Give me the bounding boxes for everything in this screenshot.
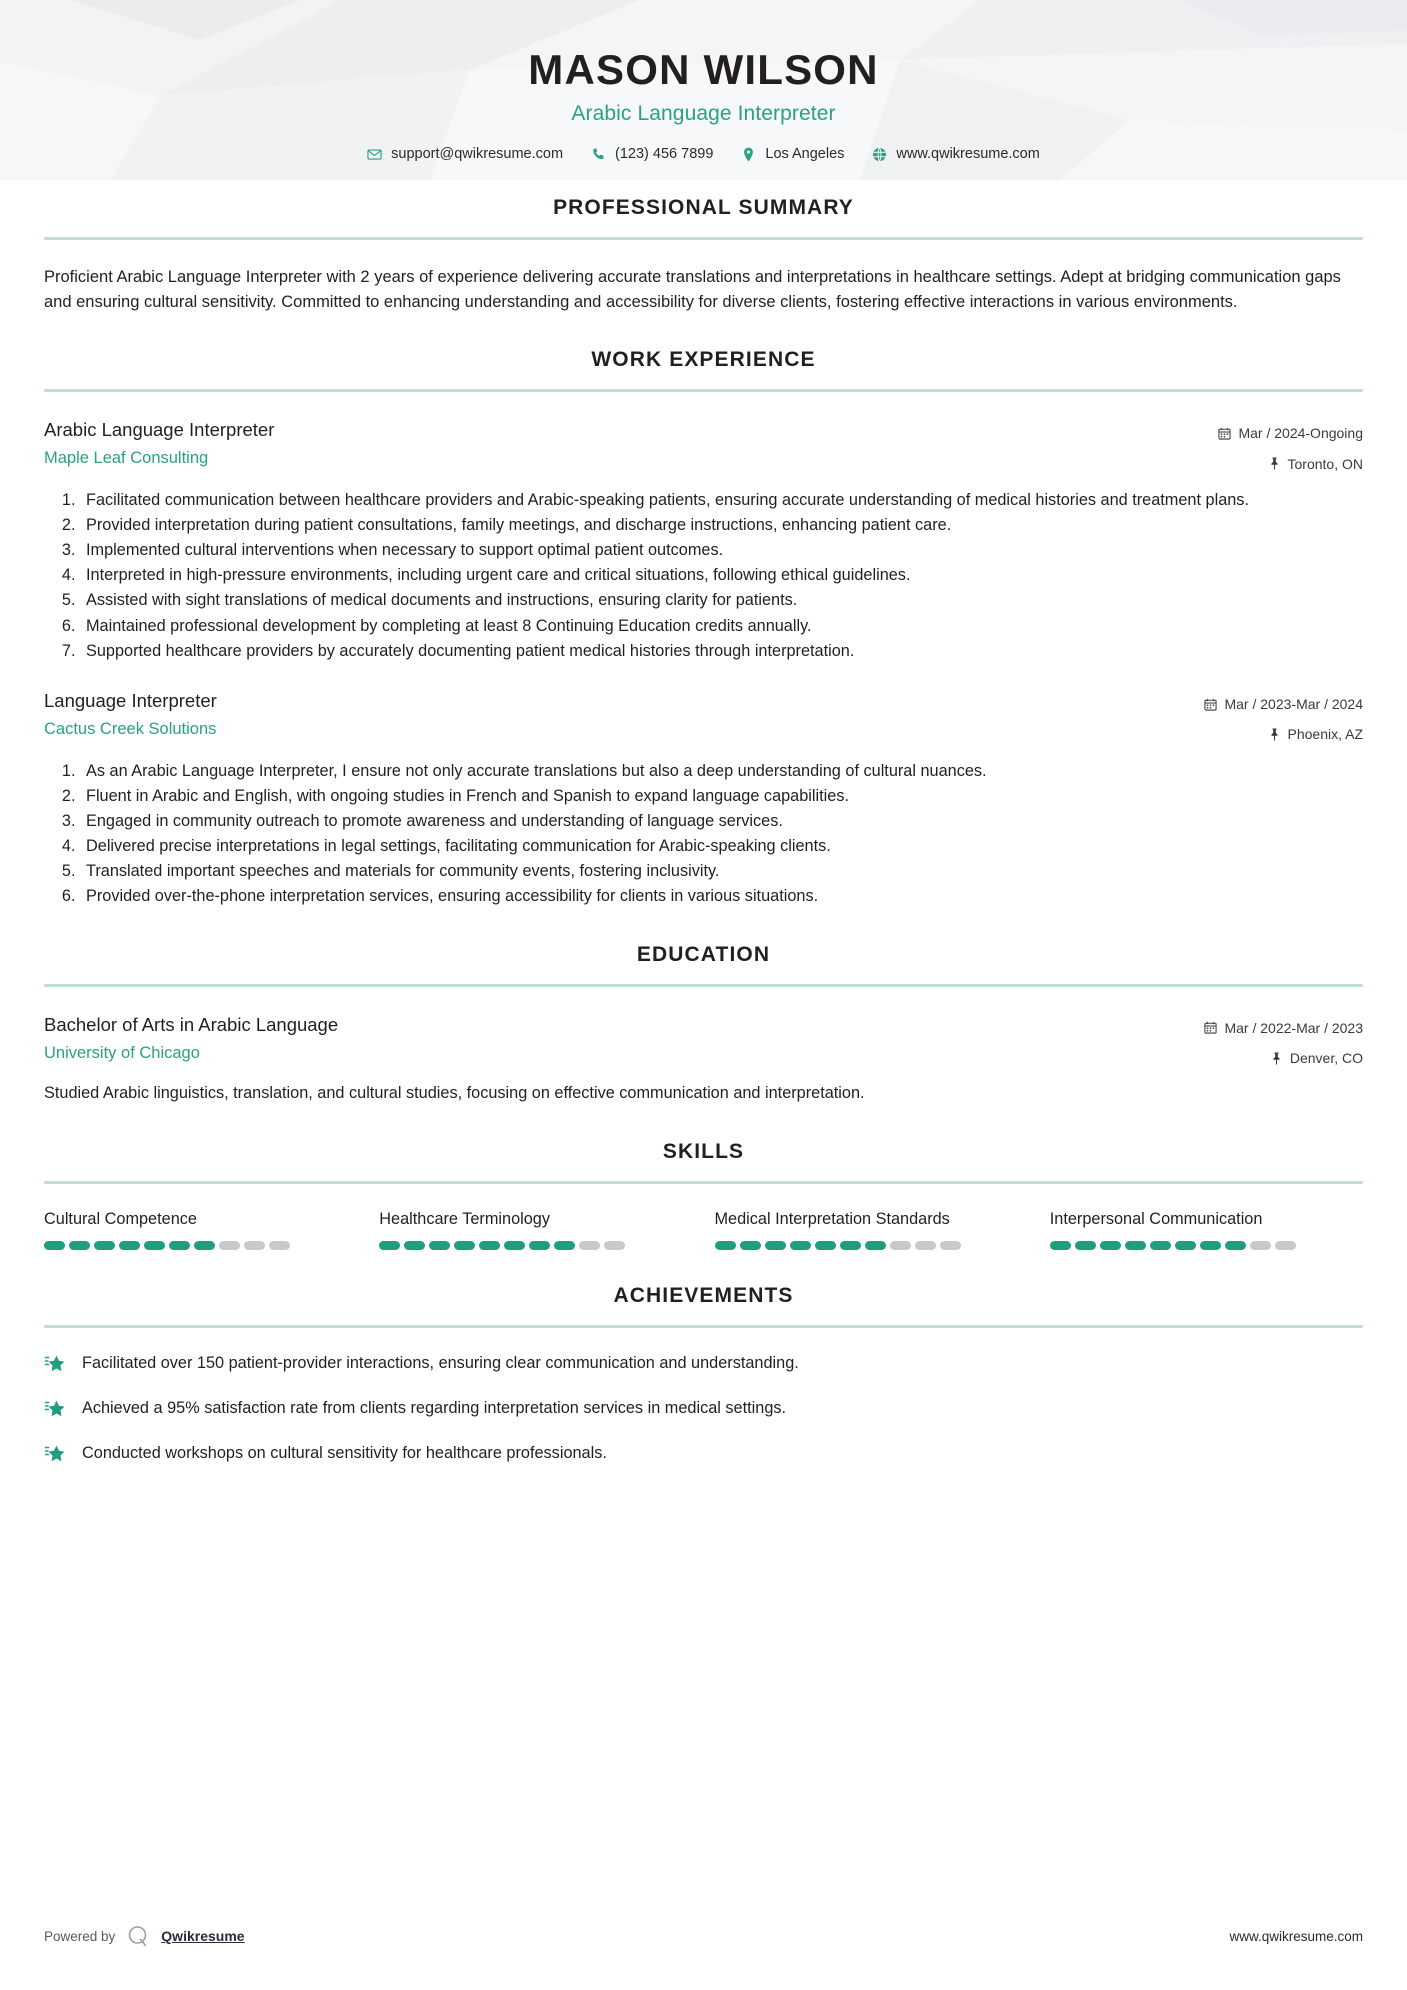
skill-label: Healthcare Terminology bbox=[379, 1209, 550, 1228]
skill-segment bbox=[579, 1241, 600, 1250]
contact-phone[interactable] bbox=[577, 146, 727, 162]
skill-segment bbox=[219, 1241, 240, 1250]
section-divider bbox=[44, 984, 1363, 987]
achievements-list bbox=[44, 1352, 1363, 1465]
summary-text: Proficient Arabic Language Interpreter with 2 years of experience delivering accurate translations and interpretations in healthcare settings. Adept at bridging communication gaps and ensuring cultural sensitivity. Committed to enhancing understanding and accessibility for diverse clients, fostering effective interactions in various environments. bbox=[44, 268, 1341, 311]
skill-item bbox=[715, 1208, 1028, 1250]
page-footer bbox=[44, 1924, 1363, 1948]
contact-location-text: Los Angeles bbox=[765, 146, 845, 163]
location-pin-icon bbox=[741, 147, 756, 162]
section-divider bbox=[44, 237, 1363, 240]
skill-segment bbox=[504, 1241, 525, 1250]
job-location-text: Phoenix, AZ bbox=[1287, 726, 1363, 743]
contact-email[interactable] bbox=[353, 146, 577, 162]
skill-segment bbox=[765, 1241, 786, 1250]
job-title: Arabic Language Interpreter bbox=[44, 419, 275, 441]
resume-header bbox=[0, 0, 1407, 162]
education-dates-text: Mar / 2022-Mar / 2023 bbox=[1224, 1019, 1363, 1036]
skill-segment bbox=[119, 1241, 140, 1250]
job-bullet: 4. Interpreted in high-pressure environments, including urgent care and critical situations, following ethical guidelines. bbox=[80, 564, 1363, 587]
skill-segment bbox=[69, 1241, 90, 1250]
achievement-item bbox=[44, 1397, 1363, 1420]
star-badge-icon bbox=[44, 1353, 66, 1375]
work-entry-header bbox=[44, 689, 1363, 746]
skill-item bbox=[379, 1208, 692, 1250]
section-divider bbox=[44, 1181, 1363, 1184]
education-entry bbox=[44, 1013, 1363, 1106]
achievement-text: Facilitated over 150 patient-provider interactions, ensuring clear communication and understanding. bbox=[82, 1353, 799, 1372]
section-skills bbox=[0, 1140, 1407, 1250]
degree-title: Bachelor of Arts in Arabic Language bbox=[44, 1013, 339, 1035]
skill-segment bbox=[194, 1241, 215, 1250]
skills-grid bbox=[44, 1208, 1363, 1250]
skill-level-bar bbox=[379, 1241, 692, 1250]
job-bullet: 1. Facilitated communication between healthcare providers and Arabic-speaking patients, ensuring accurate understanding of medical histories and treatment plans. bbox=[80, 489, 1363, 512]
skill-segment bbox=[715, 1241, 736, 1250]
skill-segment bbox=[529, 1241, 550, 1250]
section-achievements bbox=[0, 1284, 1407, 1465]
education-description: Studied Arabic linguistics, translation, and cultural studies, focusing on effective communication and interpretation. bbox=[44, 1084, 865, 1103]
education-entry-header bbox=[44, 1013, 1363, 1070]
qwikresume-logo-icon bbox=[126, 1924, 150, 1948]
skill-segment bbox=[1200, 1241, 1221, 1250]
skill-segment bbox=[379, 1241, 400, 1250]
section-title-work: WORK EXPERIENCE bbox=[591, 348, 816, 372]
job-bullet: 5. Translated important speeches and materials for community events, fostering inclusivity. bbox=[80, 860, 1363, 883]
job-dates bbox=[1218, 422, 1363, 444]
skill-level-bar bbox=[1050, 1241, 1363, 1250]
job-bullet: 3. Implemented cultural interventions when necessary to support optimal patient outcomes. bbox=[80, 539, 1363, 562]
contact-email-text: support@qwikresume.com bbox=[391, 146, 564, 163]
skill-level-bar bbox=[44, 1241, 357, 1250]
work-entry bbox=[44, 689, 1363, 909]
section-title-summary: PROFESSIONAL SUMMARY bbox=[553, 196, 854, 220]
section-work-experience bbox=[0, 348, 1407, 908]
job-bullet: 5. Assisted with sight translations of medical documents and instructions, ensuring clarity for patients. bbox=[80, 589, 1363, 612]
work-entry-header bbox=[44, 418, 1363, 475]
skill-segment bbox=[44, 1241, 65, 1250]
section-title-skills: SKILLS bbox=[662, 1139, 745, 1163]
skill-segment bbox=[940, 1241, 961, 1250]
work-entry bbox=[44, 418, 1363, 663]
contact-location bbox=[727, 146, 858, 162]
skill-segment bbox=[1050, 1241, 1071, 1250]
skill-segment bbox=[269, 1241, 290, 1250]
footer-website[interactable]: www.qwikresume.com bbox=[1229, 1928, 1363, 1944]
skill-segment bbox=[890, 1241, 911, 1250]
job-dates-text: Mar / 2024-Ongoing bbox=[1238, 425, 1363, 442]
skill-segment bbox=[144, 1241, 165, 1250]
skill-segment bbox=[815, 1241, 836, 1250]
job-bullet: 6. Provided over-the-phone interpretation services, ensuring accessibility for clients in various situations. bbox=[80, 885, 1363, 908]
job-bullet-list bbox=[44, 489, 1363, 663]
section-title-achievements: ACHIEVEMENTS bbox=[613, 1283, 794, 1307]
skill-segment bbox=[169, 1241, 190, 1250]
achievement-item bbox=[44, 1352, 1363, 1375]
section-professional-summary bbox=[0, 196, 1407, 314]
job-bullet: 2. Provided interpretation during patient consultations, family meetings, and discharge instructions, enhancing patient care. bbox=[80, 514, 1363, 537]
skill-segment bbox=[1225, 1241, 1246, 1250]
education-dates bbox=[1204, 1017, 1363, 1039]
section-education bbox=[0, 943, 1407, 1106]
employer-name: Cactus Creek Solutions bbox=[44, 719, 217, 738]
section-divider bbox=[44, 1325, 1363, 1328]
section-title-education: EDUCATION bbox=[636, 942, 771, 966]
job-title: Language Interpreter bbox=[44, 689, 217, 711]
skill-item bbox=[1050, 1208, 1363, 1250]
skill-segment bbox=[1250, 1241, 1271, 1250]
job-location-text: Toronto, ON bbox=[1287, 455, 1363, 472]
skill-segment bbox=[404, 1241, 425, 1250]
job-location bbox=[1204, 723, 1363, 745]
skill-segment bbox=[604, 1241, 625, 1250]
candidate-name: MASON WILSON bbox=[528, 46, 879, 93]
skill-segment bbox=[915, 1241, 936, 1250]
job-dates bbox=[1204, 693, 1363, 715]
skill-segment bbox=[554, 1241, 575, 1250]
skill-segment bbox=[865, 1241, 886, 1250]
candidate-role: Arabic Language Interpreter bbox=[571, 102, 836, 126]
job-bullet: 4. Delivered precise interpretations in legal settings, facilitating communication for Arabic-speaking clients. bbox=[80, 835, 1363, 858]
email-icon bbox=[367, 147, 382, 162]
skill-item bbox=[44, 1208, 357, 1250]
skill-segment bbox=[840, 1241, 861, 1250]
skill-level-bar bbox=[715, 1241, 1028, 1250]
skill-label: Interpersonal Communication bbox=[1049, 1209, 1263, 1228]
job-bullet: 3. Engaged in community outreach to promote awareness and understanding of language services. bbox=[80, 810, 1363, 833]
job-bullet: 7. Supported healthcare providers by accurately documenting patient medical histories through interpretation. bbox=[80, 640, 1363, 663]
footer-branding bbox=[44, 1924, 245, 1948]
qwikresume-brand-link[interactable]: Qwikresume bbox=[161, 1928, 245, 1944]
employer-name: Maple Leaf Consulting bbox=[44, 449, 209, 468]
education-location-text: Denver, CO bbox=[1289, 1049, 1363, 1066]
job-bullet: 1. As an Arabic Language Interpreter, I ensure not only accurate translations but also a deep understanding of cultural nuances. bbox=[80, 760, 1363, 783]
calendar-icon bbox=[1204, 698, 1217, 711]
job-location bbox=[1218, 453, 1363, 475]
globe-icon bbox=[872, 147, 887, 162]
job-bullet: 6. Maintained professional development by completing at least 8 Continuing Education credits annually. bbox=[80, 615, 1363, 638]
skill-segment bbox=[1075, 1241, 1096, 1250]
calendar-icon bbox=[1204, 1021, 1217, 1034]
achievement-item bbox=[44, 1442, 1363, 1465]
skill-segment bbox=[454, 1241, 475, 1250]
achievement-text: Conducted workshops on cultural sensitivity for healthcare professionals. bbox=[82, 1443, 607, 1462]
map-pin-icon bbox=[1270, 1052, 1283, 1065]
map-pin-icon bbox=[1268, 728, 1281, 741]
skill-segment bbox=[244, 1241, 265, 1250]
skill-label: Medical Interpretation Standards bbox=[714, 1209, 950, 1228]
phone-icon bbox=[591, 147, 606, 162]
contact-website-text: www.qwikresume.com bbox=[896, 146, 1040, 163]
skill-segment bbox=[1150, 1241, 1171, 1250]
star-badge-icon bbox=[44, 1398, 66, 1420]
contact-phone-text: (123) 456 7899 bbox=[615, 146, 714, 163]
section-divider bbox=[44, 389, 1363, 392]
skill-segment bbox=[429, 1241, 450, 1250]
calendar-icon bbox=[1218, 427, 1231, 440]
powered-by-label: Powered by bbox=[44, 1928, 116, 1944]
skill-segment bbox=[1125, 1241, 1146, 1250]
skill-segment bbox=[479, 1241, 500, 1250]
achievement-text: Achieved a 95% satisfaction rate from clients regarding interpretation services in medical settings. bbox=[82, 1398, 787, 1417]
star-badge-icon bbox=[44, 1443, 66, 1465]
skill-segment bbox=[790, 1241, 811, 1250]
school-name: University of Chicago bbox=[44, 1043, 200, 1062]
skill-segment bbox=[1275, 1241, 1296, 1250]
job-bullet-list bbox=[44, 760, 1363, 909]
skill-segment bbox=[740, 1241, 761, 1250]
skill-label: Cultural Competence bbox=[44, 1209, 197, 1228]
skill-segment bbox=[94, 1241, 115, 1250]
job-dates-text: Mar / 2023-Mar / 2024 bbox=[1224, 695, 1363, 712]
skill-segment bbox=[1100, 1241, 1121, 1250]
job-bullet: 2. Fluent in Arabic and English, with ongoing studies in French and Spanish to expand language capabilities. bbox=[80, 785, 1363, 808]
skill-segment bbox=[1175, 1241, 1196, 1250]
contact-bar bbox=[0, 146, 1407, 162]
education-location bbox=[1204, 1047, 1363, 1069]
contact-website[interactable] bbox=[858, 146, 1053, 162]
map-pin-icon bbox=[1268, 457, 1281, 470]
